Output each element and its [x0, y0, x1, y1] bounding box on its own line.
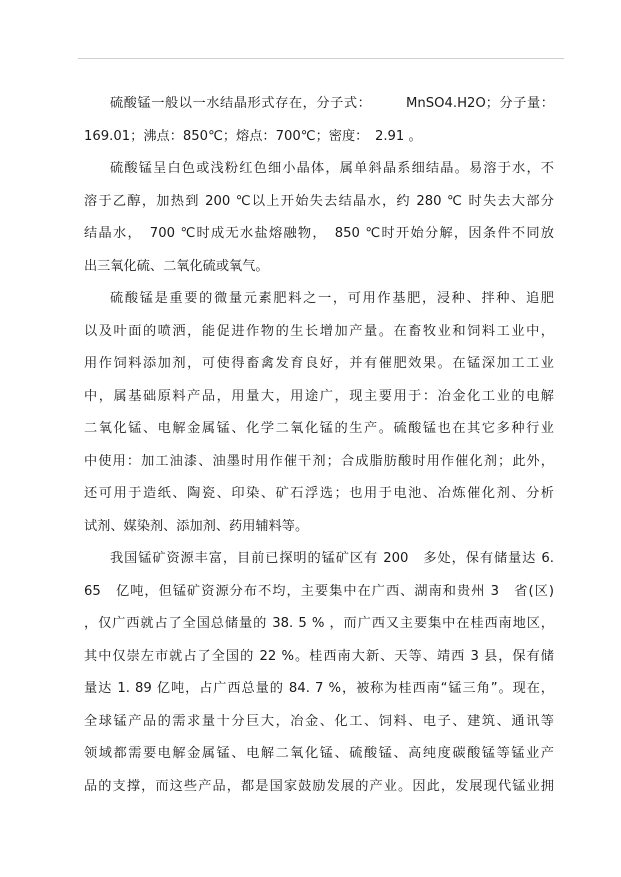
text-line: 中使用：加工油漆、油墨时用作催干剂；合成脂肪酸时用作催化剂；此外，: [84, 453, 554, 469]
text-line: 溶于乙醇，加热到 200 ℃以上开始失去结晶水，约 280 ℃ 时失去大部分: [84, 193, 554, 209]
paragraph-resources: [84, 543, 554, 803]
text-line: 65 亿吨，但锰矿资源分布不均，主要集中在广西、湖南和贵州 3 省(区): [84, 583, 554, 599]
text-line: 以及叶面的喷洒，能促进作物的生长增加产量。在畜牧业和饲料工业中，: [84, 323, 554, 339]
text-line: 其中仅崇左市就占了全国的 22 %。桂西南大新、天等、靖西 3 县，保有储: [84, 648, 554, 664]
text-line: 全球锰产品的需求量十分巨大，冶金、化工、饲料、电子、建筑、通讯等: [84, 713, 554, 729]
document-body: [84, 88, 554, 803]
text-line: 硫酸锰一般以一水结晶形式存在，分子式： MnSO4.H2O；分子量：: [110, 96, 554, 111]
text-line: 硫酸锰呈白色或浅粉红色细小晶体，属单斜晶系细结晶。易溶于水，不: [110, 161, 554, 176]
paragraph-appearance: [84, 153, 554, 283]
text-line: 还可用于造纸、陶瓷、印染、矿石浮选；也用于电池、冶炼催化剂、分析: [84, 486, 554, 501]
text-line: 试剂、媒染剂、添加剂、药用辅料等。: [84, 518, 309, 534]
text-line: 领域都需要电解金属锰、电解二氧化锰、硫酸锰、高纯度碳酸锰等锰业产: [84, 746, 554, 761]
text-line: 品的支撑，而这些产品，都是国家鼓励发展的产业。因此，发展现代锰业拥: [84, 778, 554, 794]
text-line: 二氧化锰、电解金属锰、化学二氧化锰的生产。硫酸锰也在其它多种行业: [84, 421, 554, 436]
text-line: 硫酸锰是重要的微量元素肥料之一，可用作基肥，浸种、拌种、追肥: [110, 291, 554, 306]
header-rule: [78, 58, 564, 59]
text-line: 用作饲料添加剂，可使得畜禽发育良好，并有催肥效果。在锰深加工工业: [84, 356, 554, 371]
text-line: 中，属基础原料产品，用量大，用途广，现主要用于：冶金化工业的电解: [84, 388, 554, 404]
text-line: 我国锰矿资源丰富，目前已探明的锰矿区有 200 多处，保有储量达 6.: [110, 551, 554, 566]
paragraph-uses: [84, 283, 554, 543]
text-line: 结晶水， 700 ℃时成无水盐熔融物， 850 ℃时开始分解，因条件不同放: [84, 226, 554, 241]
text-line: 量达 1. 89 亿吨，占广西总量的 84. 7 %，被称为桂西南“锰三角”。现在，: [84, 681, 554, 696]
text-line: ，仅广西就占了全国总储量的 38. 5 % ，而广西又主要集中在桂西南地区，: [84, 616, 554, 631]
text-line: 出三氧化硫、二氧化硫或氧气。: [84, 258, 269, 274]
text-line: 169.01；沸点：850℃；熔点：700℃；密度： 2.91 。: [84, 128, 422, 144]
paragraph-properties: [84, 88, 554, 153]
